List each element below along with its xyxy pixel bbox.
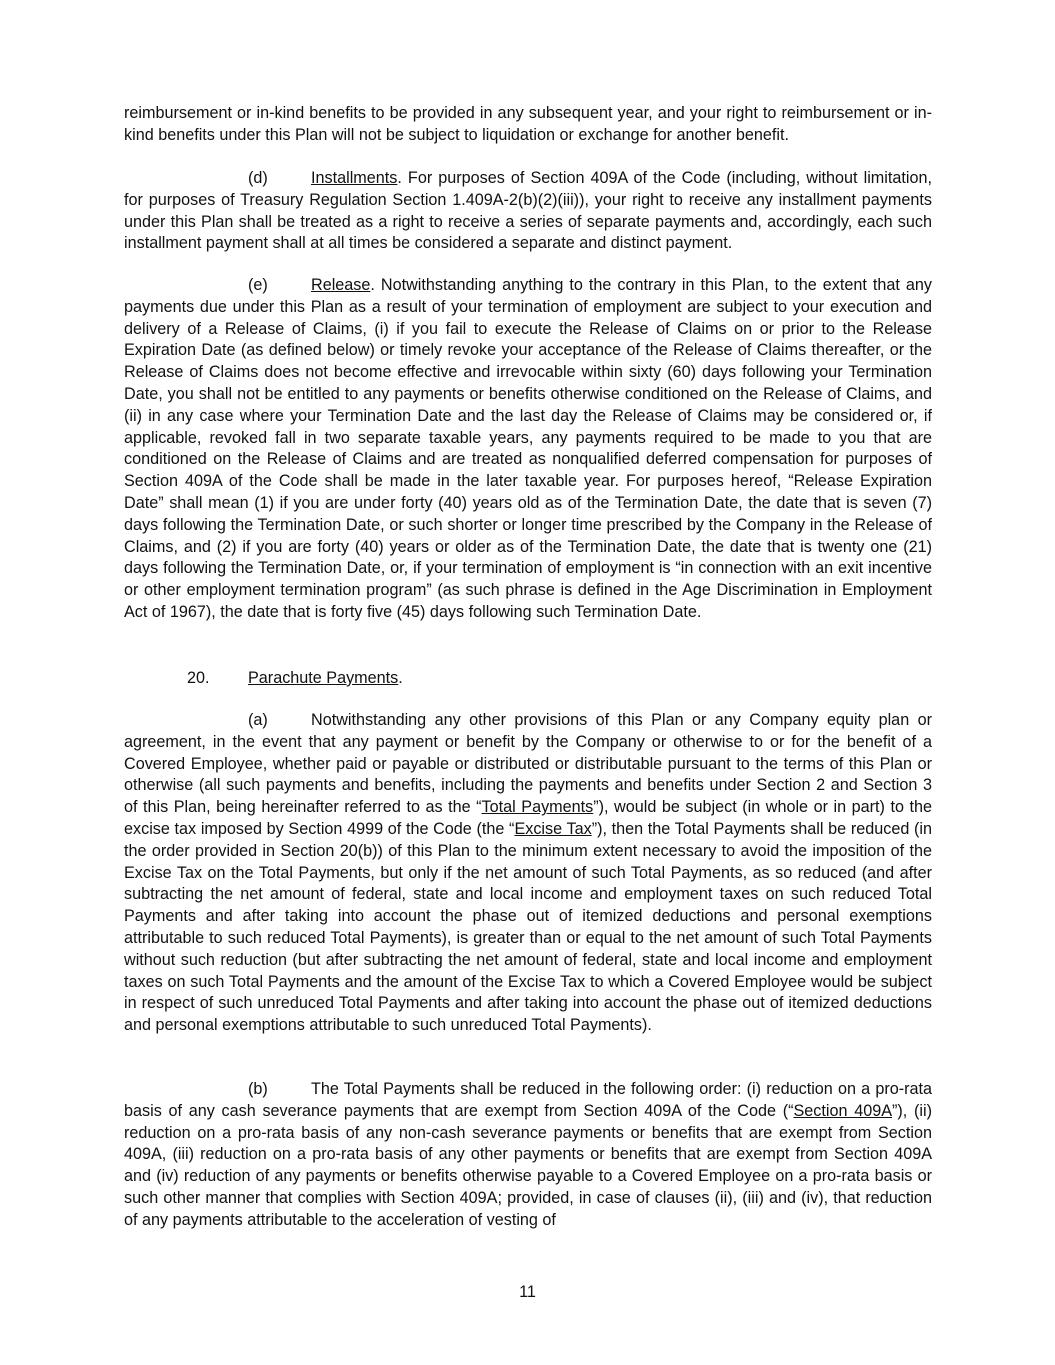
section-heading (187, 668, 403, 690)
clause-text: ”), then the Total Payments shall be reduced (in the order provided in Section 20(b)) of this Plan to the minimum extent necessary to avoid the imposition of the Excise Tax on the Total Payments, but only if the net amount of such Total Payments, as so reduced (and after subtracting the net amount of federal, state and local income and employment taxes on such reduced Total Payments and after taking into account the phase out of itemized deductions and personal exemptions attributable to such reduced Total Payments), is greater than or equal to the net amount of such Total Payments without such reduction (but after subtracting the net amount of federal, state and local income and employment taxes on such Total Payments and the amount of the Excise Tax to which a Covered Employee would be subject in respect of such unreduced Total Payments and after taking into account the phase out of itemized deductions and personal exemptions attributable to such unreduced Total Payments). (124, 819, 932, 1035)
page-number: 11 (519, 1283, 536, 1301)
clause-heading: Release (311, 276, 371, 294)
defined-term-total-payments: Total Payments (481, 798, 594, 817)
clause-label: (e) (248, 276, 268, 294)
section-number: 20. (187, 669, 210, 687)
clause-label: (d) (248, 169, 268, 187)
clause-text: . For purposes of Section 409A of the Code (including, without limitation, for purposes of Treasury Regulation Section 1.409A-2(b)(2)(iii)), your right to receive any installment payments under this Plan shall be treated as a right to receive a series of separate payments and, accordingly, each such installment payment shall at all times be considered a separate and distinct payment. (124, 169, 932, 253)
installments-paragraph (124, 168, 932, 255)
defined-term-excise-tax: Excise Tax (514, 819, 592, 838)
clause-text: Notwithstanding any other provisions of this Plan or any Company equity plan or agreement, in the event that any payment or benefit by the Company or otherwise to or for the benefit of a Covered Employee, whether paid or payable or distributed or distributable pursuant to the terms of this Plan or otherwise (all such payments and benefits, including the payments and benefits under Section 2 and Section 3 of this Plan, being hereinafter referred to as the “ (124, 711, 932, 817)
defined-term-section-409a: Section 409A (793, 1101, 893, 1120)
clause-text: ”), would be subject (in whole or in part) to the excise tax imposed by Section 4999 of the Code (the “ (124, 798, 932, 838)
clause-label: (a) (248, 711, 268, 729)
paragraph-b (124, 1079, 932, 1232)
clause-text: ”), (ii) reduction on a pro-rata basis of any non-cash severance payments or benefits that are exempt from Section 409A, (iii) reduction on a pro-rata basis of any other payments or benefits that are exempt from Section 409A and (iv) reduction of any payments or benefits otherwise payable to a Covered Employee on a pro-rata basis or such other manner that complies with Section 409A; provided, in case of clauses (ii), (iii) and (iv), that reduction of any payments attributable to the acceleration of vesting of (124, 1101, 933, 1229)
clause-text: . Notwithstanding anything to the contrary in this Plan, to the extent that any payments due under this Plan as a result of your termination of employment are subject to your execution and delivery of a Release of Claims, (i) if you fail to execute the Release of Claims on or prior to the Release Expiration Date (as defined below) or timely revoke your acceptance of the Release of Claims thereafter, or the Release of Claims does not become effective and irrevocable within sixty (60) days following your Termination Date, you shall not be entitled to any payments or benefits otherwise conditioned on the Release of Claims, and (ii) in any case where your Termination Date and the last day the Release of Claims may be considered or, if applicable, revoked fall in two separate taxable years, any payments required to be made to you that are conditioned on the Release of Claims and are treated as nonqualified deferred compensation for purposes of Section 409A of the Code shall be made in the later taxable year. For purposes hereof, “Release Expiration Date” shall mean (1) if you are under forty (40) years old as of the Termination Date, the date that is seven (7) days following the Termination Date, or such shorter or longer time prescribed by the Company in the Release of Claims, and (2) if you are forty (40) years or older as of the Termination Date, the date that is twenty one (21) days following the Termination Date, or, if your termination of employment is “in connection with an exit incentive or other employment termination program” (as such phrase is defined in the Age Discrimination in Employment Act of 1967), the date that is forty five (45) days following such Termination Date. (124, 276, 932, 621)
section-title: Parachute Payments (248, 669, 399, 687)
clause-label: (b) (248, 1080, 268, 1098)
paragraph-a (124, 710, 932, 1037)
continuation-paragraph: reimbursement or in-kind benefits to be provided in any subsequent year, and your right to reimbursement or in-kind benefits under this Plan will not be subject to liquidation or exchange for another benefit. (124, 104, 932, 144)
clause-heading: Installments (311, 169, 398, 187)
section-title-period: . (398, 669, 403, 687)
clause-text: The Total Payments shall be reduced in the following order: (i) reduction on a pro-rata basis of any cash severance payments that are exempt from Section 409A of the Code (“ (124, 1080, 932, 1120)
release-paragraph (124, 275, 932, 624)
